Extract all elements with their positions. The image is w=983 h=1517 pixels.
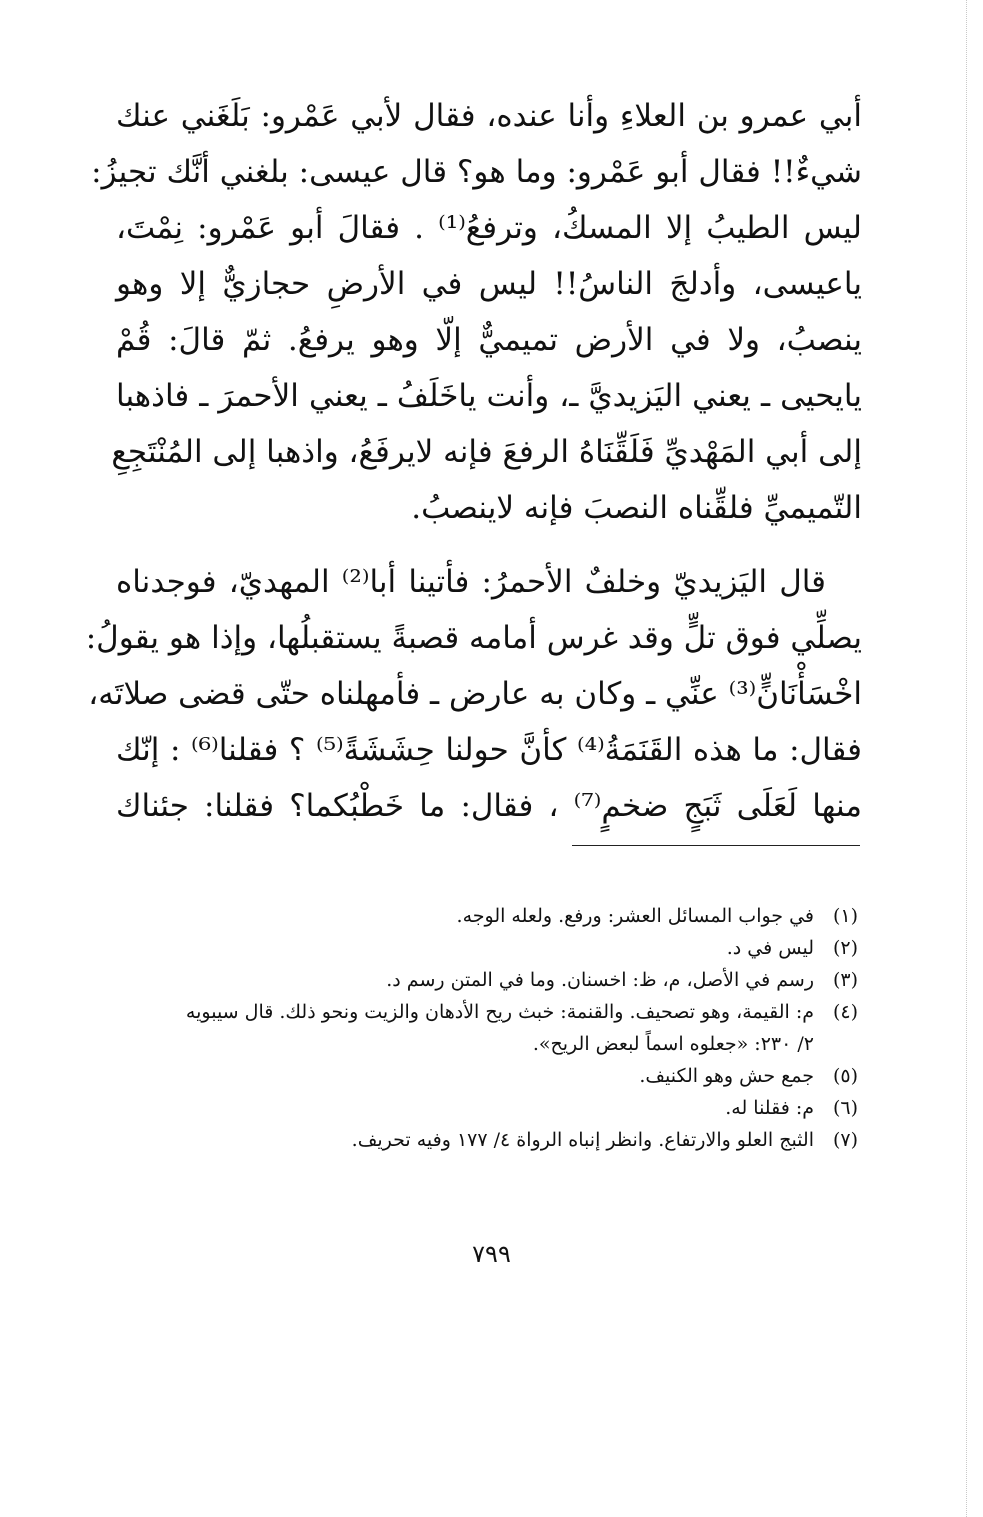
paragraph-1 xyxy=(91,88,862,536)
text-line: قال اليَزيديّ وخلفٌ الأحمرُ: فأتينا أبا⁽²⁾ المهديّ، فوجدناه xyxy=(116,564,826,600)
main-text xyxy=(85,88,863,834)
footnote-text: م: القيمة، وهو تصحيف. والقنمة: خبث ريح الأدهان والزيت ونحو ذلك. قال سيبويه ٢/ ٢٣٠: «جعلوه اسماً لبعض الريح». xyxy=(185,1001,814,1055)
footnote-number: (٤) xyxy=(832,1001,858,1023)
footnotes xyxy=(166,900,858,1156)
footnote-text: ليس في د. xyxy=(726,937,814,959)
footnote-number: (٥) xyxy=(832,1065,858,1087)
footnote xyxy=(166,900,858,932)
text-line: يصلِّي فوق تلٍّ وقد غرس أمامه قصبةً يستقبلُها، وإذا هو يقولُ: xyxy=(85,620,862,656)
text-line: منها لَعَلَى ثَبَجٍ ضخمٍ⁽⁷⁾ ، فقال: ما خَطْبُكما؟ فقلنا: جئناك xyxy=(116,788,862,824)
footnote xyxy=(166,1060,858,1092)
footnote-text: م: فقلنا له. xyxy=(725,1097,814,1119)
text-line: ليس الطيبُ إلا المسكُ، وترفعُ⁽¹⁾ . فقالَ أبو عَمْرو: نِمْتَ، xyxy=(116,210,862,246)
footnote-text: في جواب المسائل العشر: ورفع. ولعله الوجه. xyxy=(456,905,814,927)
footnote-number: (٢) xyxy=(832,937,858,959)
text-line: ينصبُ، ولا في الأرض تميميٌّ إلّا وهو يرفعُ. ثمّ قالَ: قُمْ xyxy=(116,322,862,358)
footnote-number: (٧) xyxy=(832,1129,858,1151)
footnote-number: (١) xyxy=(832,905,858,927)
text-line: إلى أبي المَهْديِّ فَلَقِّنَاهُ الرفعَ فإنه لايرفَعُ، واذهبا إلى المُنْتَجِعِ xyxy=(111,434,862,470)
text-line: أبي عمرو بن العلاءِ وأنا عنده، فقال لأبي عَمْرو: بَلَغَني عنك xyxy=(116,98,862,134)
footnote-text: رسم في الأصل، م، ظ: اخسنان. وما في المتن رسم د. xyxy=(386,969,814,991)
text-line: فقال: ما هذه القَنَمَةُ⁽⁴⁾ كأنَّ حولنا حِشَشَةً⁽⁵⁾ ؟ فقلنا⁽⁶⁾ : إنّك xyxy=(116,732,863,768)
page-number: ٧٩٩ xyxy=(472,1240,511,1268)
footnote xyxy=(166,1124,858,1156)
footnote-separator xyxy=(572,845,860,846)
footnote-text: جمع حش وهو الكنيف. xyxy=(639,1065,814,1087)
footnote xyxy=(166,964,858,996)
footnote xyxy=(166,996,858,1060)
footnote xyxy=(166,1092,858,1124)
footnote-text: الثبج العلو والارتفاع. وانظر إنباه الرواة ٤/ ١٧٧ وفيه تحريف. xyxy=(351,1129,814,1151)
text-line: شيءٌ!! فقال أبو عَمْرو: وما هو؟ قال عيسى: بلغني أنَّك تجيزُ: xyxy=(91,154,862,190)
footnote-number: (٣) xyxy=(832,969,858,991)
text-line: اخْسَأْنَانٍّ⁽³⁾ عنِّي ـ وكان به عارض ـ فأمهلناه حتّى قضى صلاتَه، xyxy=(88,676,862,712)
footnote xyxy=(166,932,858,964)
text-line: التّميميِّ فلقِّناه النصبَ فإنه لاينصبُ. xyxy=(411,490,862,526)
footnote-number: (٦) xyxy=(832,1097,858,1119)
page-edge-line xyxy=(966,0,967,1517)
paragraph-gap xyxy=(116,536,862,554)
text-line: يايحيى ـ يعني اليَزيديَّ ـ، وأنت ياخَلَفُ ـ يعني الأحمرَ ـ فاذهبا xyxy=(116,378,862,414)
paragraph-2 xyxy=(85,554,863,834)
text-line: ياعيسى، وأدلجَ الناسُ!! ليس في الأرضِ حجازيٌّ إلا وهو xyxy=(116,266,862,302)
